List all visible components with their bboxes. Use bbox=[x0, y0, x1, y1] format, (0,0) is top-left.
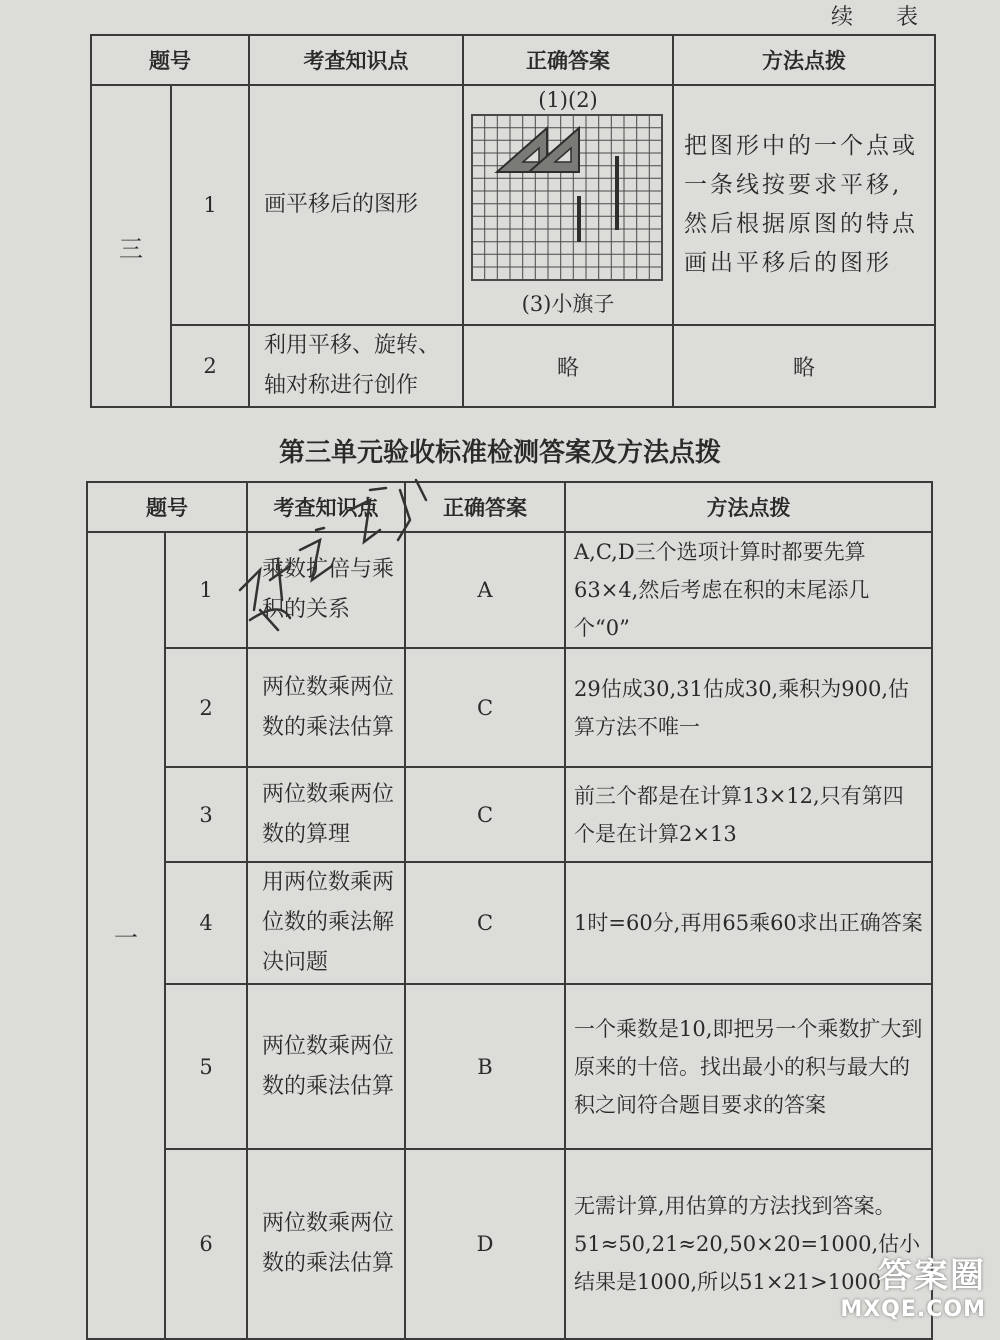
knowledge-point: 两位数乘两位数的乘法估算 bbox=[247, 648, 405, 767]
method-tip: 1时=60分,再用65乘60求出正确答案 bbox=[565, 862, 932, 984]
answer-table-unit3 bbox=[86, 481, 933, 1340]
watermark-logo-text: 答案圈 bbox=[878, 1256, 986, 1296]
table-row bbox=[91, 85, 935, 325]
question-number: 4 bbox=[165, 862, 247, 984]
table-row bbox=[87, 984, 932, 1149]
header-question-number: 题号 bbox=[87, 482, 247, 532]
figure-label-top: (1)(2) bbox=[538, 88, 598, 112]
knowledge-point: 乘数扩倍与乘积的关系 bbox=[247, 532, 405, 648]
watermark-url: MXQE.COM bbox=[840, 1297, 986, 1322]
correct-answer: A bbox=[405, 532, 565, 648]
header-correct-answer: 正确答案 bbox=[463, 35, 673, 85]
table-row bbox=[87, 1149, 932, 1339]
header-method-tip: 方法点拨 bbox=[673, 35, 935, 85]
section-number: 一 bbox=[87, 532, 165, 1339]
pencil-scribble bbox=[220, 470, 450, 640]
table-row bbox=[87, 767, 932, 862]
correct-answer: B bbox=[405, 984, 565, 1149]
table-row bbox=[87, 648, 932, 767]
header-question-number: 题号 bbox=[91, 35, 249, 85]
knowledge-point: 两位数乘两位数的乘法估算 bbox=[247, 1149, 405, 1339]
question-number: 6 bbox=[165, 1149, 247, 1339]
knowledge-point: 两位数乘两位数的算理 bbox=[247, 767, 405, 862]
continued-table-label: 续 表 bbox=[831, 5, 936, 30]
correct-answer: D bbox=[405, 1149, 565, 1339]
translation-grid-figure bbox=[471, 114, 665, 284]
method-tip: 无需计算,用估算的方法找到答案。51≈50,21≈20,50×20=1000,估小结果是1000,所以51×21>1000 bbox=[565, 1149, 932, 1339]
table-row bbox=[87, 532, 932, 648]
section-title: 第三单元验收标准检测答案及方法点拨 bbox=[278, 438, 721, 468]
correct-answer: C bbox=[405, 767, 565, 862]
knowledge-point: 用两位数乘两位数的乘法解决问题 bbox=[247, 862, 405, 984]
correct-answer: 略 bbox=[463, 325, 673, 407]
method-tip: 前三个都是在计算13×12,只有第四个是在计算2×13 bbox=[565, 767, 932, 862]
method-tip: 一个乘数是10,即把另一个乘数扩大到原来的十倍。找出最小的积与最大的积之间符合题目要求的答案 bbox=[565, 984, 932, 1149]
knowledge-point: 画平移后的图形 bbox=[249, 85, 463, 325]
table-row bbox=[91, 325, 935, 407]
method-tip: A,C,D三个选项计算时都要先算63×4,然后考虑在积的末尾添几个“0” bbox=[565, 532, 932, 648]
figure-label-bottom: (3)小旗子 bbox=[521, 292, 615, 316]
knowledge-point: 利用平移、旋转、轴对称进行创作 bbox=[249, 325, 463, 407]
header-correct-answer: 正确答案 bbox=[405, 482, 565, 532]
knowledge-point: 两位数乘两位数的乘法估算 bbox=[247, 984, 405, 1149]
question-number: 2 bbox=[171, 325, 249, 407]
header-method-tip: 方法点拨 bbox=[565, 482, 932, 532]
answer-figure-cell bbox=[463, 85, 673, 325]
method-tip: 29估成30,31估成30,乘积为900,估算方法不唯一 bbox=[565, 648, 932, 767]
question-number: 1 bbox=[165, 532, 247, 648]
method-tip: 略 bbox=[673, 325, 935, 407]
header-knowledge-point: 考查知识点 bbox=[247, 482, 405, 532]
answer-table-continued bbox=[90, 34, 936, 408]
site-watermark bbox=[840, 1248, 986, 1322]
question-number: 2 bbox=[165, 648, 247, 767]
table-row bbox=[87, 862, 932, 984]
question-number: 3 bbox=[165, 767, 247, 862]
question-number: 5 bbox=[165, 984, 247, 1149]
question-number: 1 bbox=[171, 85, 249, 325]
correct-answer: C bbox=[405, 648, 565, 767]
correct-answer: C bbox=[405, 862, 565, 984]
section-number: 三 bbox=[91, 85, 171, 407]
header-knowledge-point: 考查知识点 bbox=[249, 35, 463, 85]
method-tip: 把图形中的一个点或一条线按要求平移,然后根据原图的特点画出平移后的图形 bbox=[673, 85, 935, 325]
